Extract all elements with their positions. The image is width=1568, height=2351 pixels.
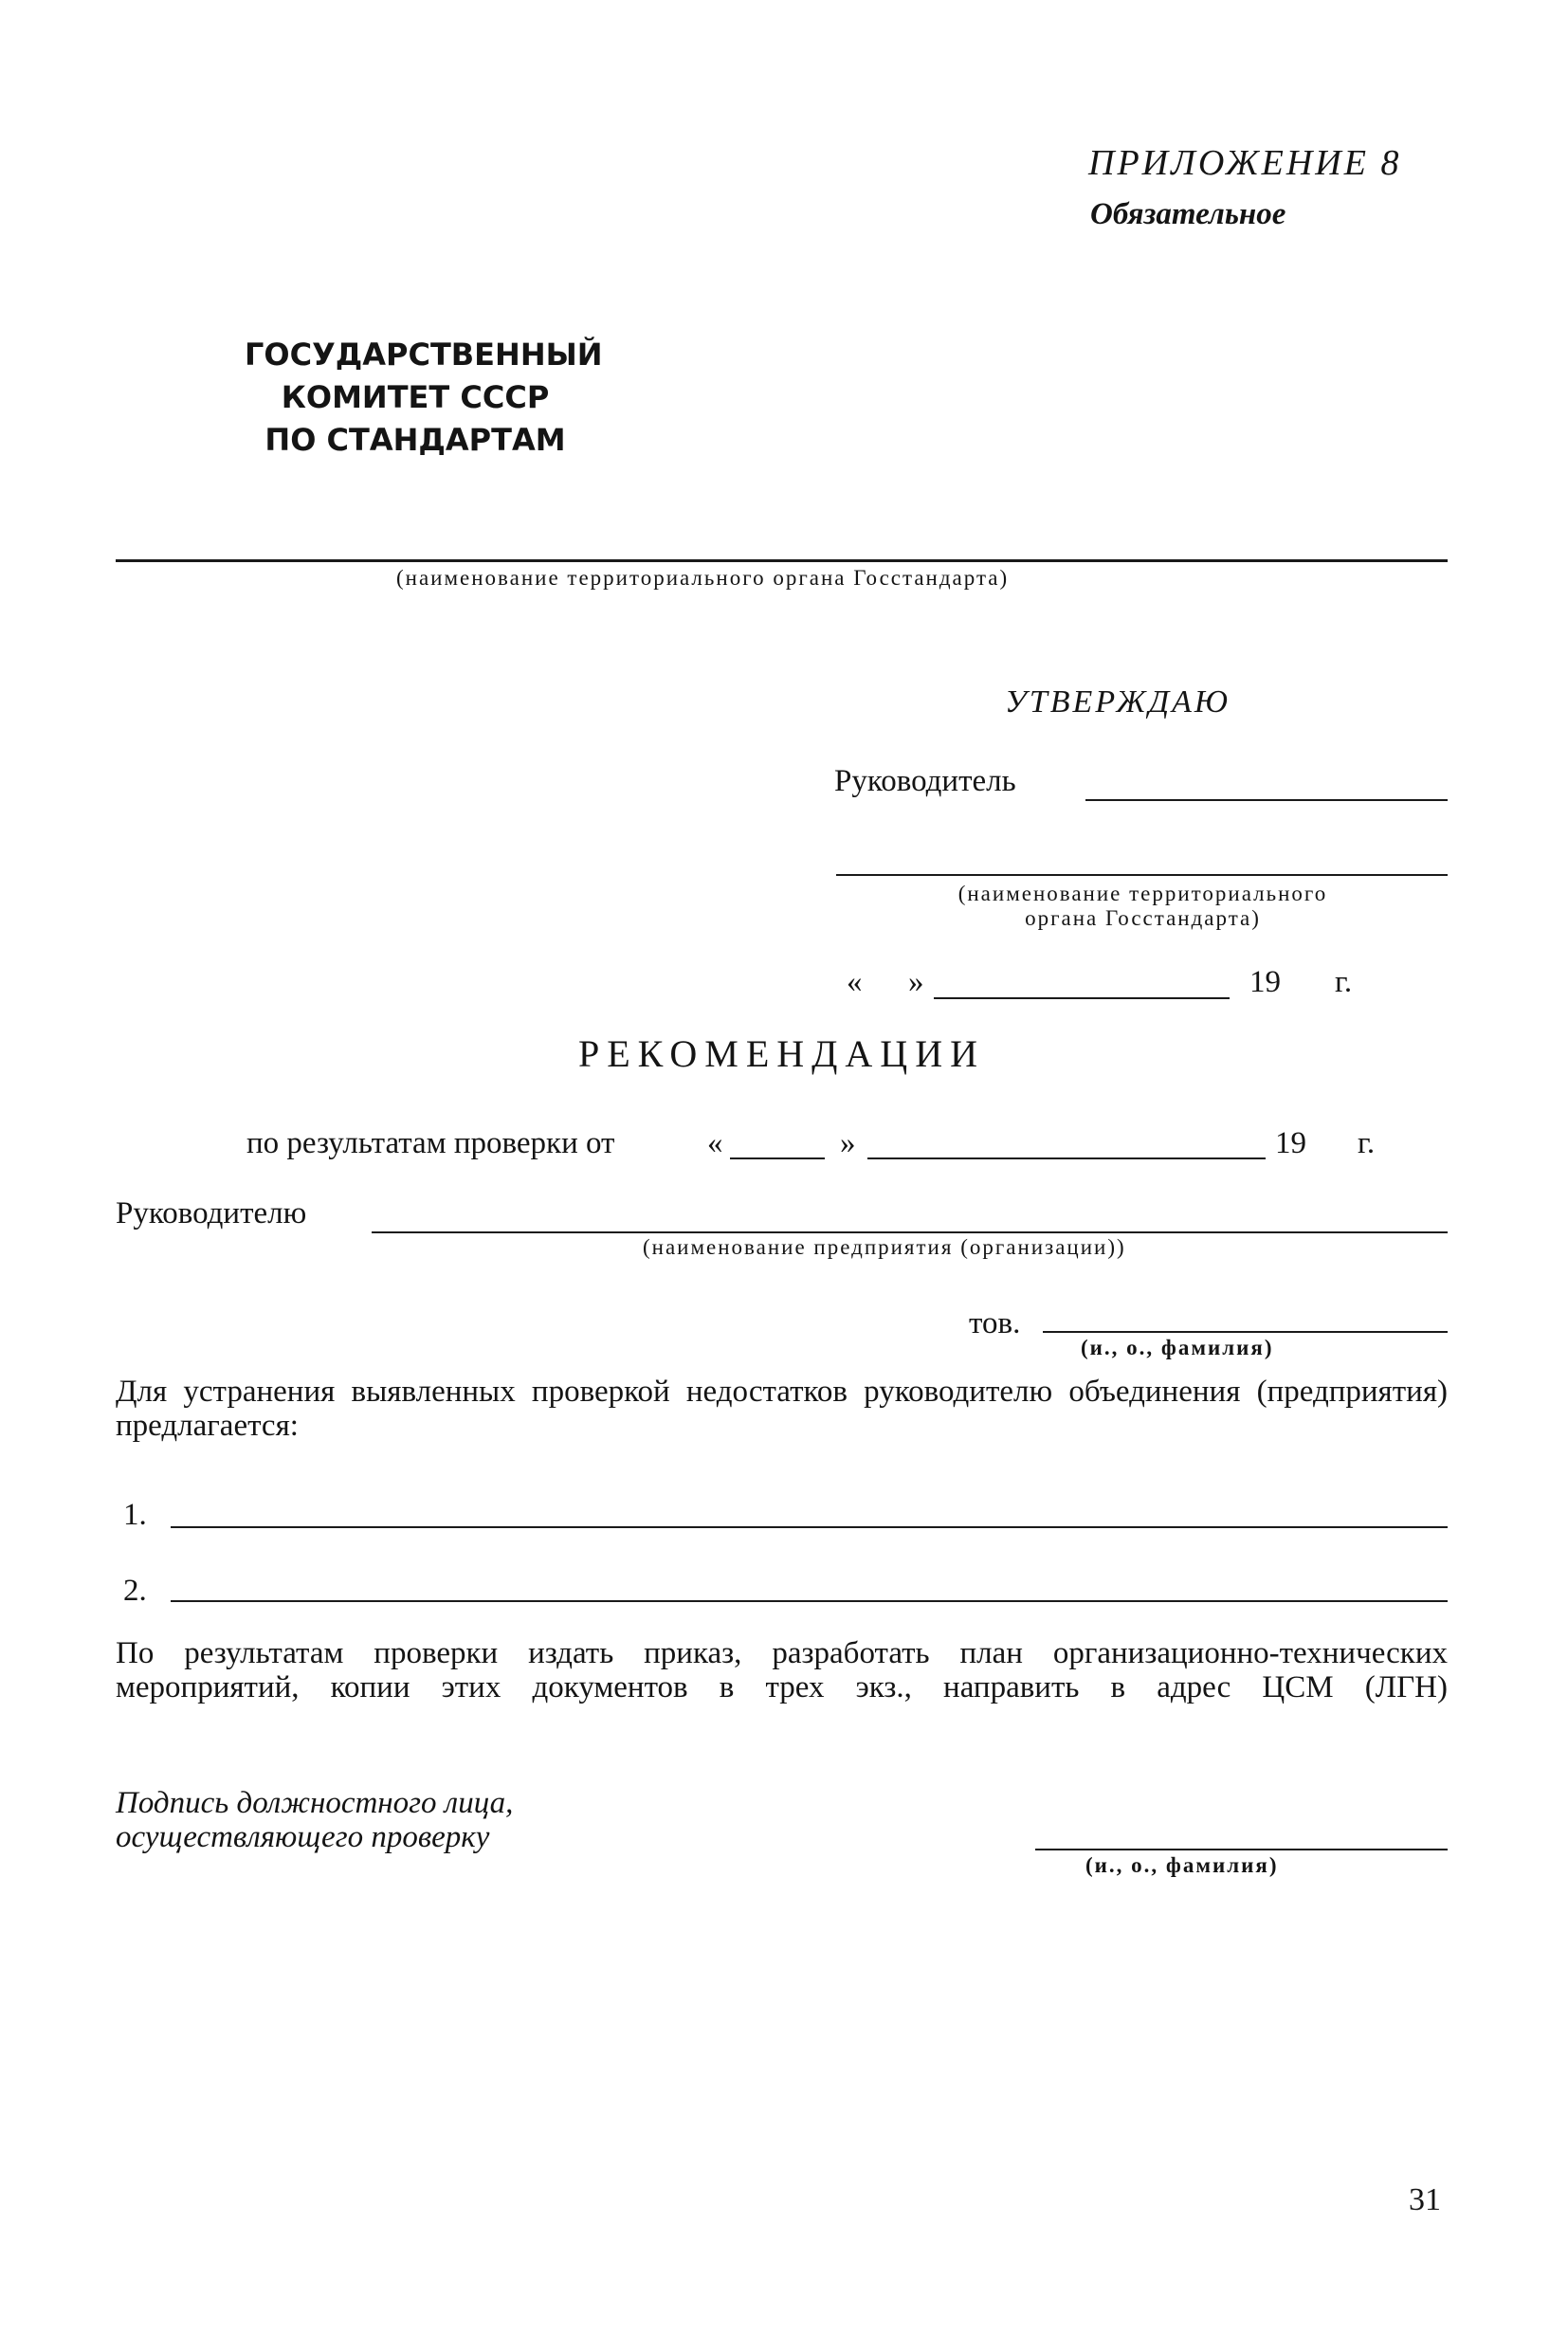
approval-date-line (934, 997, 1230, 999)
check-year-prefix: 19 (1275, 1126, 1306, 1160)
comrade-caption: (и., о., фамилия) (1081, 1336, 1274, 1359)
approval-body-line (836, 874, 1448, 876)
org-line-2: КОМИТЕТ СССР (281, 379, 550, 415)
territorial-body-line (116, 559, 1448, 562)
page-number: 31 (1409, 2182, 1441, 2217)
check-day-line (730, 1157, 825, 1159)
org-line-3: ПО СТАНДАРТАМ (264, 422, 566, 458)
item-line-2 (171, 1600, 1448, 1602)
approval-year-suffix: г. (1335, 965, 1353, 999)
head-label: Руководитель (834, 764, 1016, 798)
approval-caption-line-1: (наименование территориального (957, 882, 1328, 905)
comrade-line (1043, 1331, 1448, 1333)
closing-paragraph: По результатам проверки издать приказ, разработать план организационно-технических мероприятий, копии этих документов в трех экз., направить в адрес ЦСМ (ЛГН) (116, 1636, 1448, 1704)
item-number-1: 1. (123, 1498, 147, 1532)
signature-line (1035, 1849, 1448, 1850)
document-title: РЕКОМЕНДАЦИИ (578, 1032, 985, 1075)
signature-label (116, 1786, 513, 1854)
signature-caption: (и., о., фамилия) (1085, 1853, 1279, 1877)
approval-caption-line-2: органа Госстандарта) (1025, 906, 1261, 930)
signature-label-line-2: осуществляющего проверку (116, 1820, 490, 1854)
issuing-organization (245, 334, 603, 462)
item-line-1 (171, 1526, 1448, 1528)
check-date-label: по результатам проверки от (246, 1126, 615, 1160)
approval-quote-close: » (908, 965, 924, 999)
signature-label-line-1: Подпись должностного лица, (116, 1786, 514, 1820)
appendix-title: ПРИЛОЖЕНИЕ 8 (1088, 143, 1402, 183)
approval-title: УТВЕРЖДАЮ (1005, 684, 1231, 720)
check-quote-open: « (707, 1126, 723, 1160)
instructions-intro: Для устранения выявленных проверкой недостатков руководителю объединения (предприятия) предлагается: (116, 1375, 1448, 1443)
check-year-suffix: г. (1358, 1126, 1376, 1160)
check-quote-close: » (840, 1126, 856, 1160)
appendix-status: Обязательное (1090, 197, 1286, 231)
approval-body-caption (837, 882, 1449, 931)
item-number-2: 2. (123, 1574, 147, 1608)
check-month-line (867, 1157, 1266, 1159)
recipient-label: Руководителю (116, 1196, 307, 1230)
head-signature-line (1085, 799, 1448, 801)
territorial-body-caption: (наименование территориального органа Госстандарта) (396, 566, 1010, 590)
recipient-caption: (наименование предприятия (организации)) (643, 1235, 1126, 1259)
recipient-line (372, 1231, 1448, 1233)
approval-quote-open: « (847, 965, 863, 999)
org-line-1: ГОСУДАРСТВЕННЫЙ (245, 337, 603, 373)
comrade-label: тов. (969, 1306, 1021, 1340)
approval-year-prefix: 19 (1249, 965, 1281, 999)
